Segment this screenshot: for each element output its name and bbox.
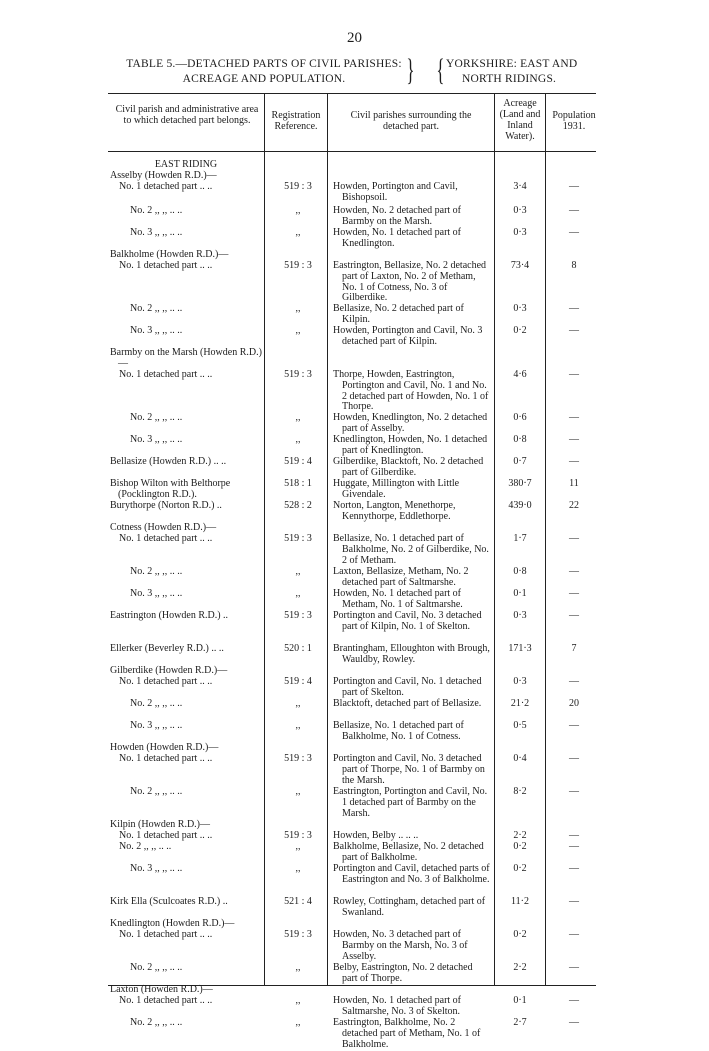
- registration-cell: ,,: [295, 434, 301, 445]
- surrounding-parishes-cell: Gilberdike, Blacktoft, No. 2 detached part of Gilberdike.: [333, 456, 484, 478]
- table-row: [0, 721, 709, 743]
- registration-cell: 519 : 3: [284, 830, 312, 841]
- table-row: [0, 534, 709, 567]
- table-row: [0, 677, 709, 699]
- population-cell: —: [569, 610, 579, 621]
- table-row: [0, 326, 709, 348]
- population-cell: —: [569, 676, 579, 687]
- registration-cell: 519 : 3: [284, 181, 312, 192]
- registration-cell: 519 : 4: [284, 676, 312, 687]
- parish-cell: No. 1 detached part .. ..: [119, 753, 213, 764]
- registration-cell: 520 : 1: [284, 643, 312, 654]
- population-cell: —: [569, 588, 579, 599]
- registration-cell: ,,: [295, 863, 301, 874]
- table-row: [0, 644, 709, 666]
- acreage-cell: 2·2: [513, 962, 527, 973]
- parish-cell: Asselby (Howden R.D.)—: [110, 170, 217, 181]
- registration-cell: 518 : 1: [284, 478, 312, 489]
- registration-cell: ,,: [295, 566, 301, 577]
- acreage-cell: 380·7: [508, 478, 532, 489]
- acreage-cell: 2·7: [513, 1017, 527, 1028]
- surrounding-parishes-cell: Blacktoft, detached part of Bellasize.: [333, 698, 482, 709]
- registration-cell: ,,: [295, 995, 301, 1006]
- registration-cell: ,,: [295, 698, 301, 709]
- parish-cell: Knedlington (Howden R.D.)—: [110, 918, 235, 929]
- acreage-cell: 0·3: [513, 205, 527, 216]
- acreage-cell: 21·2: [510, 698, 530, 709]
- acreage-cell: 1·7: [513, 533, 527, 544]
- registration-cell: ,,: [295, 786, 301, 797]
- population-cell: 11: [569, 478, 579, 489]
- parish-cell: Ellerker (Beverley R.D.) .. ..: [110, 643, 224, 654]
- surrounding-parishes-cell: Laxton, Bellasize, Metham, No. 2 detached part of Saltmarshe.: [333, 566, 469, 588]
- population-cell: —: [569, 456, 579, 467]
- surrounding-parishes-cell: Portington and Cavil, detached parts of Eastrington and No. 3 of Balkholme.: [333, 863, 490, 885]
- acreage-cell: 0·3: [513, 303, 527, 314]
- acreage-cell: 0·8: [513, 434, 527, 445]
- table-row: [0, 435, 709, 457]
- registration-cell: ,,: [295, 720, 301, 731]
- population-cell: —: [569, 962, 579, 973]
- acreage-cell: 0·3: [513, 610, 527, 621]
- parish-cell: Bishop Wilton with Belthorpe (Pocklington R.D.).: [110, 478, 231, 500]
- table-row: [0, 611, 709, 644]
- population-cell: —: [569, 205, 579, 216]
- acreage-cell: 3·4: [513, 181, 527, 192]
- registration-cell: ,,: [295, 588, 301, 599]
- population-cell: —: [569, 434, 579, 445]
- acreage-cell: 11·2: [511, 896, 529, 907]
- surrounding-parishes-cell: Eastrington, Portington and Cavil, No. 1 detached part of Barmby on the Marsh.: [333, 786, 488, 819]
- acreage-cell: 0·8: [513, 566, 527, 577]
- table-row: [0, 479, 709, 501]
- surrounding-parishes-cell: Bellasize, No. 1 detached part of Balkholme, No. 2 of Gilberdike, No. 2 of Metham.: [333, 533, 489, 566]
- table-title: [118, 57, 410, 87]
- parish-cell: No. 3 ,, ,, .. ..: [130, 325, 183, 336]
- parish-cell: No. 3 ,, ,, .. ..: [130, 227, 183, 238]
- surrounding-parishes-cell: Rowley, Cottingham, detached part of Swanland.: [333, 896, 486, 918]
- table-body: [0, 160, 709, 1051]
- table-row: [0, 348, 709, 370]
- header-surrounding: Civil parishes surrounding the detached part.: [350, 110, 472, 132]
- registration-cell: ,,: [295, 962, 301, 973]
- parish-cell: No. 3 ,, ,, .. ..: [130, 434, 183, 445]
- population-cell: —: [569, 841, 579, 852]
- population-cell: —: [569, 181, 579, 192]
- population-cell: —: [569, 303, 579, 314]
- acreage-cell: 0·7: [513, 456, 527, 467]
- table-title-line2: ACREAGE AND POPULATION.: [182, 73, 346, 85]
- registration-cell: ,,: [295, 841, 301, 852]
- registration-cell: 519 : 4: [284, 456, 312, 467]
- population-cell: —: [569, 533, 579, 544]
- parish-cell: No. 2 ,, ,, .. ..: [130, 303, 183, 314]
- surrounding-parishes-cell: Howden, Belby .. .. ..: [333, 830, 419, 841]
- registration-cell: 519 : 3: [284, 369, 312, 380]
- table-row: [0, 1018, 709, 1051]
- population-cell: —: [569, 325, 579, 336]
- acreage-cell: 0·3: [513, 676, 527, 687]
- population-cell: —: [569, 1017, 579, 1028]
- parish-cell: No. 2 ,, ,, .. ..: [130, 566, 183, 577]
- population-cell: —: [569, 896, 579, 907]
- population-cell: —: [569, 753, 579, 764]
- parish-cell: Laxton (Howden R.D.)—: [110, 984, 213, 995]
- surrounding-parishes-cell: Thorpe, Howden, Eastrington, Portington and Cavil, No. 1 and No. 2 detached part of Howden, No. 1 of Thorpe.: [333, 369, 489, 413]
- parish-cell: Kirk Ella (Sculcoates R.D.) ..: [110, 896, 228, 907]
- registration-cell: ,,: [295, 1017, 301, 1028]
- surrounding-parishes-cell: Belby, Eastrington, No. 2 detached part of Thorpe.: [333, 962, 473, 984]
- surrounding-parishes-cell: Bellasize, No. 2 detached part of Kilpin.: [333, 303, 464, 325]
- table-row: [0, 457, 709, 479]
- surrounding-parishes-cell: Eastrington, Balkholme, No. 2 detached part of Metham, No. 1 of Balkholme.: [333, 1017, 481, 1050]
- header-bottom-rule: [108, 151, 596, 152]
- parish-cell: No. 1 detached part .. ..: [119, 929, 213, 940]
- surrounding-parishes-cell: Eastrington, Bellasize, No. 2 detached part of Laxton, No. 2 of Metham, No. 1 of Cotness, No. 3 of Gilberdike.: [333, 260, 487, 304]
- parish-cell: No. 2 ,, ,, .. ..: [119, 841, 172, 852]
- acreage-cell: 0·2: [513, 325, 527, 336]
- region-title: [446, 57, 577, 87]
- table-row: [0, 864, 709, 897]
- parish-cell: No. 1 detached part .. ..: [119, 995, 213, 1006]
- registration-cell: 519 : 3: [284, 753, 312, 764]
- population-cell: 22: [569, 500, 579, 511]
- table-row: [0, 754, 709, 787]
- table-row: [0, 930, 709, 963]
- table-row: [0, 699, 709, 721]
- table-row: [0, 842, 709, 864]
- acreage-cell: 0·2: [513, 929, 527, 940]
- parish-cell: No. 3 ,, ,, .. ..: [130, 720, 183, 731]
- surrounding-parishes-cell: Bellasize, No. 1 detached part of Balkholme, No. 1 of Cotness.: [333, 720, 464, 742]
- acreage-cell: 439·0: [508, 500, 532, 511]
- parish-cell: No. 1 detached part .. ..: [119, 260, 213, 271]
- surrounding-parishes-cell: Howden, Portington and Cavil, No. 3 detached part of Kilpin.: [333, 325, 483, 347]
- population-cell: 20: [569, 698, 579, 709]
- population-cell: —: [569, 786, 579, 797]
- surrounding-parishes-cell: Howden, No. 1 detached part of Knedlington.: [333, 227, 462, 249]
- parish-cell: EAST RIDING: [154, 159, 218, 170]
- header-acreage: Acreage (Land and Inland Water).: [499, 98, 541, 142]
- registration-cell: 528 : 2: [284, 500, 312, 511]
- registration-cell: 519 : 3: [284, 533, 312, 544]
- table-row: [0, 787, 709, 820]
- population-cell: —: [569, 863, 579, 874]
- parish-cell: No. 1 detached part .. ..: [119, 676, 213, 687]
- parish-cell: No. 2 ,, ,, .. ..: [130, 412, 183, 423]
- population-cell: 8: [571, 260, 577, 271]
- population-cell: —: [569, 995, 579, 1006]
- acreage-cell: 0·3: [513, 227, 527, 238]
- registration-cell: ,,: [295, 412, 301, 423]
- table-row: [0, 413, 709, 435]
- acreage-cell: 0·5: [513, 720, 527, 731]
- parish-cell: Kilpin (Howden R.D.)—: [110, 819, 210, 830]
- parish-cell: Burythorpe (Norton R.D.) ..: [110, 500, 222, 511]
- header-registration: Registration Reference.: [271, 110, 321, 132]
- table-row: [0, 228, 709, 250]
- acreage-cell: 0·4: [513, 753, 527, 764]
- population-cell: —: [569, 369, 579, 380]
- surrounding-parishes-cell: Howden, Knedlington, No. 2 detached part of Asselby.: [333, 412, 488, 434]
- parish-cell: Cotness (Howden R.D.)—: [110, 522, 217, 533]
- acreage-cell: 8·2: [513, 786, 527, 797]
- table-row: [0, 996, 709, 1018]
- acreage-cell: 4·6: [513, 369, 527, 380]
- surrounding-parishes-cell: Howden, No. 1 detached part of Metham, No. 1 of Saltmarshe.: [333, 588, 463, 610]
- surrounding-parishes-cell: Portington and Cavil, No. 3 detached part of Kilpin, No. 1 of Skelton.: [333, 610, 482, 632]
- surrounding-parishes-cell: Knedlington, Howden, No. 1 detached part of Knedlington.: [333, 434, 488, 456]
- registration-cell: 519 : 3: [284, 260, 312, 271]
- surrounding-parishes-cell: Norton, Langton, Menethorpe, Kennythorpe, Eddlethorpe.: [333, 500, 456, 522]
- left-brace-icon: {: [436, 52, 445, 87]
- table-row: [0, 567, 709, 589]
- surrounding-parishes-cell: Howden, No. 2 detached part of Barmby on the Marsh.: [333, 205, 462, 227]
- table-row: [0, 206, 709, 228]
- surrounding-parishes-cell: Portington and Cavil, No. 1 detached part of Skelton.: [333, 676, 482, 698]
- acreage-cell: 2·2: [513, 830, 527, 841]
- registration-cell: 521 : 4: [284, 896, 312, 907]
- surrounding-parishes-cell: Howden, No. 3 detached part of Barmby on the Marsh, No. 3 of Asselby.: [333, 929, 468, 962]
- surrounding-parishes-cell: Balkholme, Bellasize, No. 2 detached part of Balkholme.: [333, 841, 484, 863]
- table-row: [0, 501, 709, 523]
- population-cell: —: [569, 720, 579, 731]
- table-row: [0, 261, 709, 304]
- parish-cell: Balkholme (Howden R.D.)—: [110, 249, 229, 260]
- table-row: [0, 160, 709, 171]
- header-parish: Civil parish and administrative area to which detached part belongs.: [115, 104, 259, 126]
- parish-cell: No. 2 ,, ,, .. ..: [130, 786, 183, 797]
- acreage-cell: 0·1: [513, 995, 527, 1006]
- table-row: [0, 182, 709, 206]
- parish-cell: No. 1 detached part .. ..: [119, 533, 213, 544]
- region-title-line1: YORKSHIRE: EAST AND: [446, 58, 578, 70]
- table-title-line1: TABLE 5.—DETACHED PARTS OF CIVIL PARISHES:: [126, 58, 402, 70]
- acreage-cell: 0·2: [513, 863, 527, 874]
- registration-cell: ,,: [295, 227, 301, 238]
- population-cell: —: [569, 412, 579, 423]
- parish-cell: Gilberdike (Howden R.D.)—: [110, 665, 228, 676]
- surrounding-parishes-cell: Brantingham, Elloughton with Brough, Wauldby, Rowley.: [333, 643, 490, 665]
- surrounding-parishes-cell: Huggate, Millington with Little Givendale.: [333, 478, 460, 500]
- acreage-cell: 0·6: [513, 412, 527, 423]
- registration-cell: ,,: [295, 325, 301, 336]
- registration-cell: 519 : 3: [284, 929, 312, 940]
- table-row: [0, 370, 709, 413]
- parish-cell: Barmby on the Marsh (Howden R.D.)—: [110, 347, 262, 369]
- parish-cell: No. 2 ,, ,, .. ..: [130, 698, 183, 709]
- surrounding-parishes-cell: Portington and Cavil, No. 3 detached part of Thorpe, No. 1 of Barmby on the Marsh.: [333, 753, 485, 786]
- population-cell: —: [569, 929, 579, 940]
- population-cell: 7: [571, 643, 577, 654]
- parish-cell: No. 2 ,, ,, .. ..: [130, 1017, 183, 1028]
- population-cell: —: [569, 566, 579, 577]
- parish-cell: Bellasize (Howden R.D.) .. ..: [110, 456, 227, 467]
- parish-cell: No. 3 ,, ,, .. ..: [130, 588, 183, 599]
- parish-cell: Howden (Howden R.D.)—: [110, 742, 219, 753]
- parish-cell: No. 3 ,, ,, .. ..: [130, 863, 183, 874]
- population-cell: —: [569, 227, 579, 238]
- population-cell: —: [569, 830, 579, 841]
- acreage-cell: 0·1: [513, 588, 527, 599]
- parish-cell: No. 1 detached part .. ..: [119, 181, 213, 192]
- parish-cell: Eastrington (Howden R.D.) ..: [110, 610, 229, 621]
- parish-cell: No. 2 ,, ,, .. ..: [130, 962, 183, 973]
- surrounding-parishes-cell: Howden, Portington and Cavil, Bishopsoil.: [333, 181, 458, 203]
- registration-cell: 519 : 3: [284, 610, 312, 621]
- header-population: Population 1931.: [552, 110, 596, 132]
- right-brace-icon: }: [406, 52, 415, 87]
- acreage-cell: 73·4: [510, 260, 530, 271]
- acreage-cell: 0·2: [513, 841, 527, 852]
- acreage-cell: 171·3: [508, 643, 532, 654]
- table-row: [0, 304, 709, 326]
- header-top-rule: [108, 93, 596, 94]
- parish-cell: No. 1 detached part .. ..: [119, 369, 213, 380]
- parish-cell: No. 1 detached part .. ..: [119, 830, 213, 841]
- table-row: [0, 589, 709, 611]
- surrounding-parishes-cell: Howden, No. 1 detached part of Saltmarshe, No. 3 of Skelton.: [333, 995, 462, 1017]
- page-number: 20: [347, 30, 362, 46]
- table-row: [0, 963, 709, 985]
- region-title-line2: NORTH RIDINGS.: [462, 73, 557, 85]
- registration-cell: ,,: [295, 205, 301, 216]
- registration-cell: ,,: [295, 303, 301, 314]
- table-row: [0, 897, 709, 919]
- parish-cell: No. 2 ,, ,, .. ..: [130, 205, 183, 216]
